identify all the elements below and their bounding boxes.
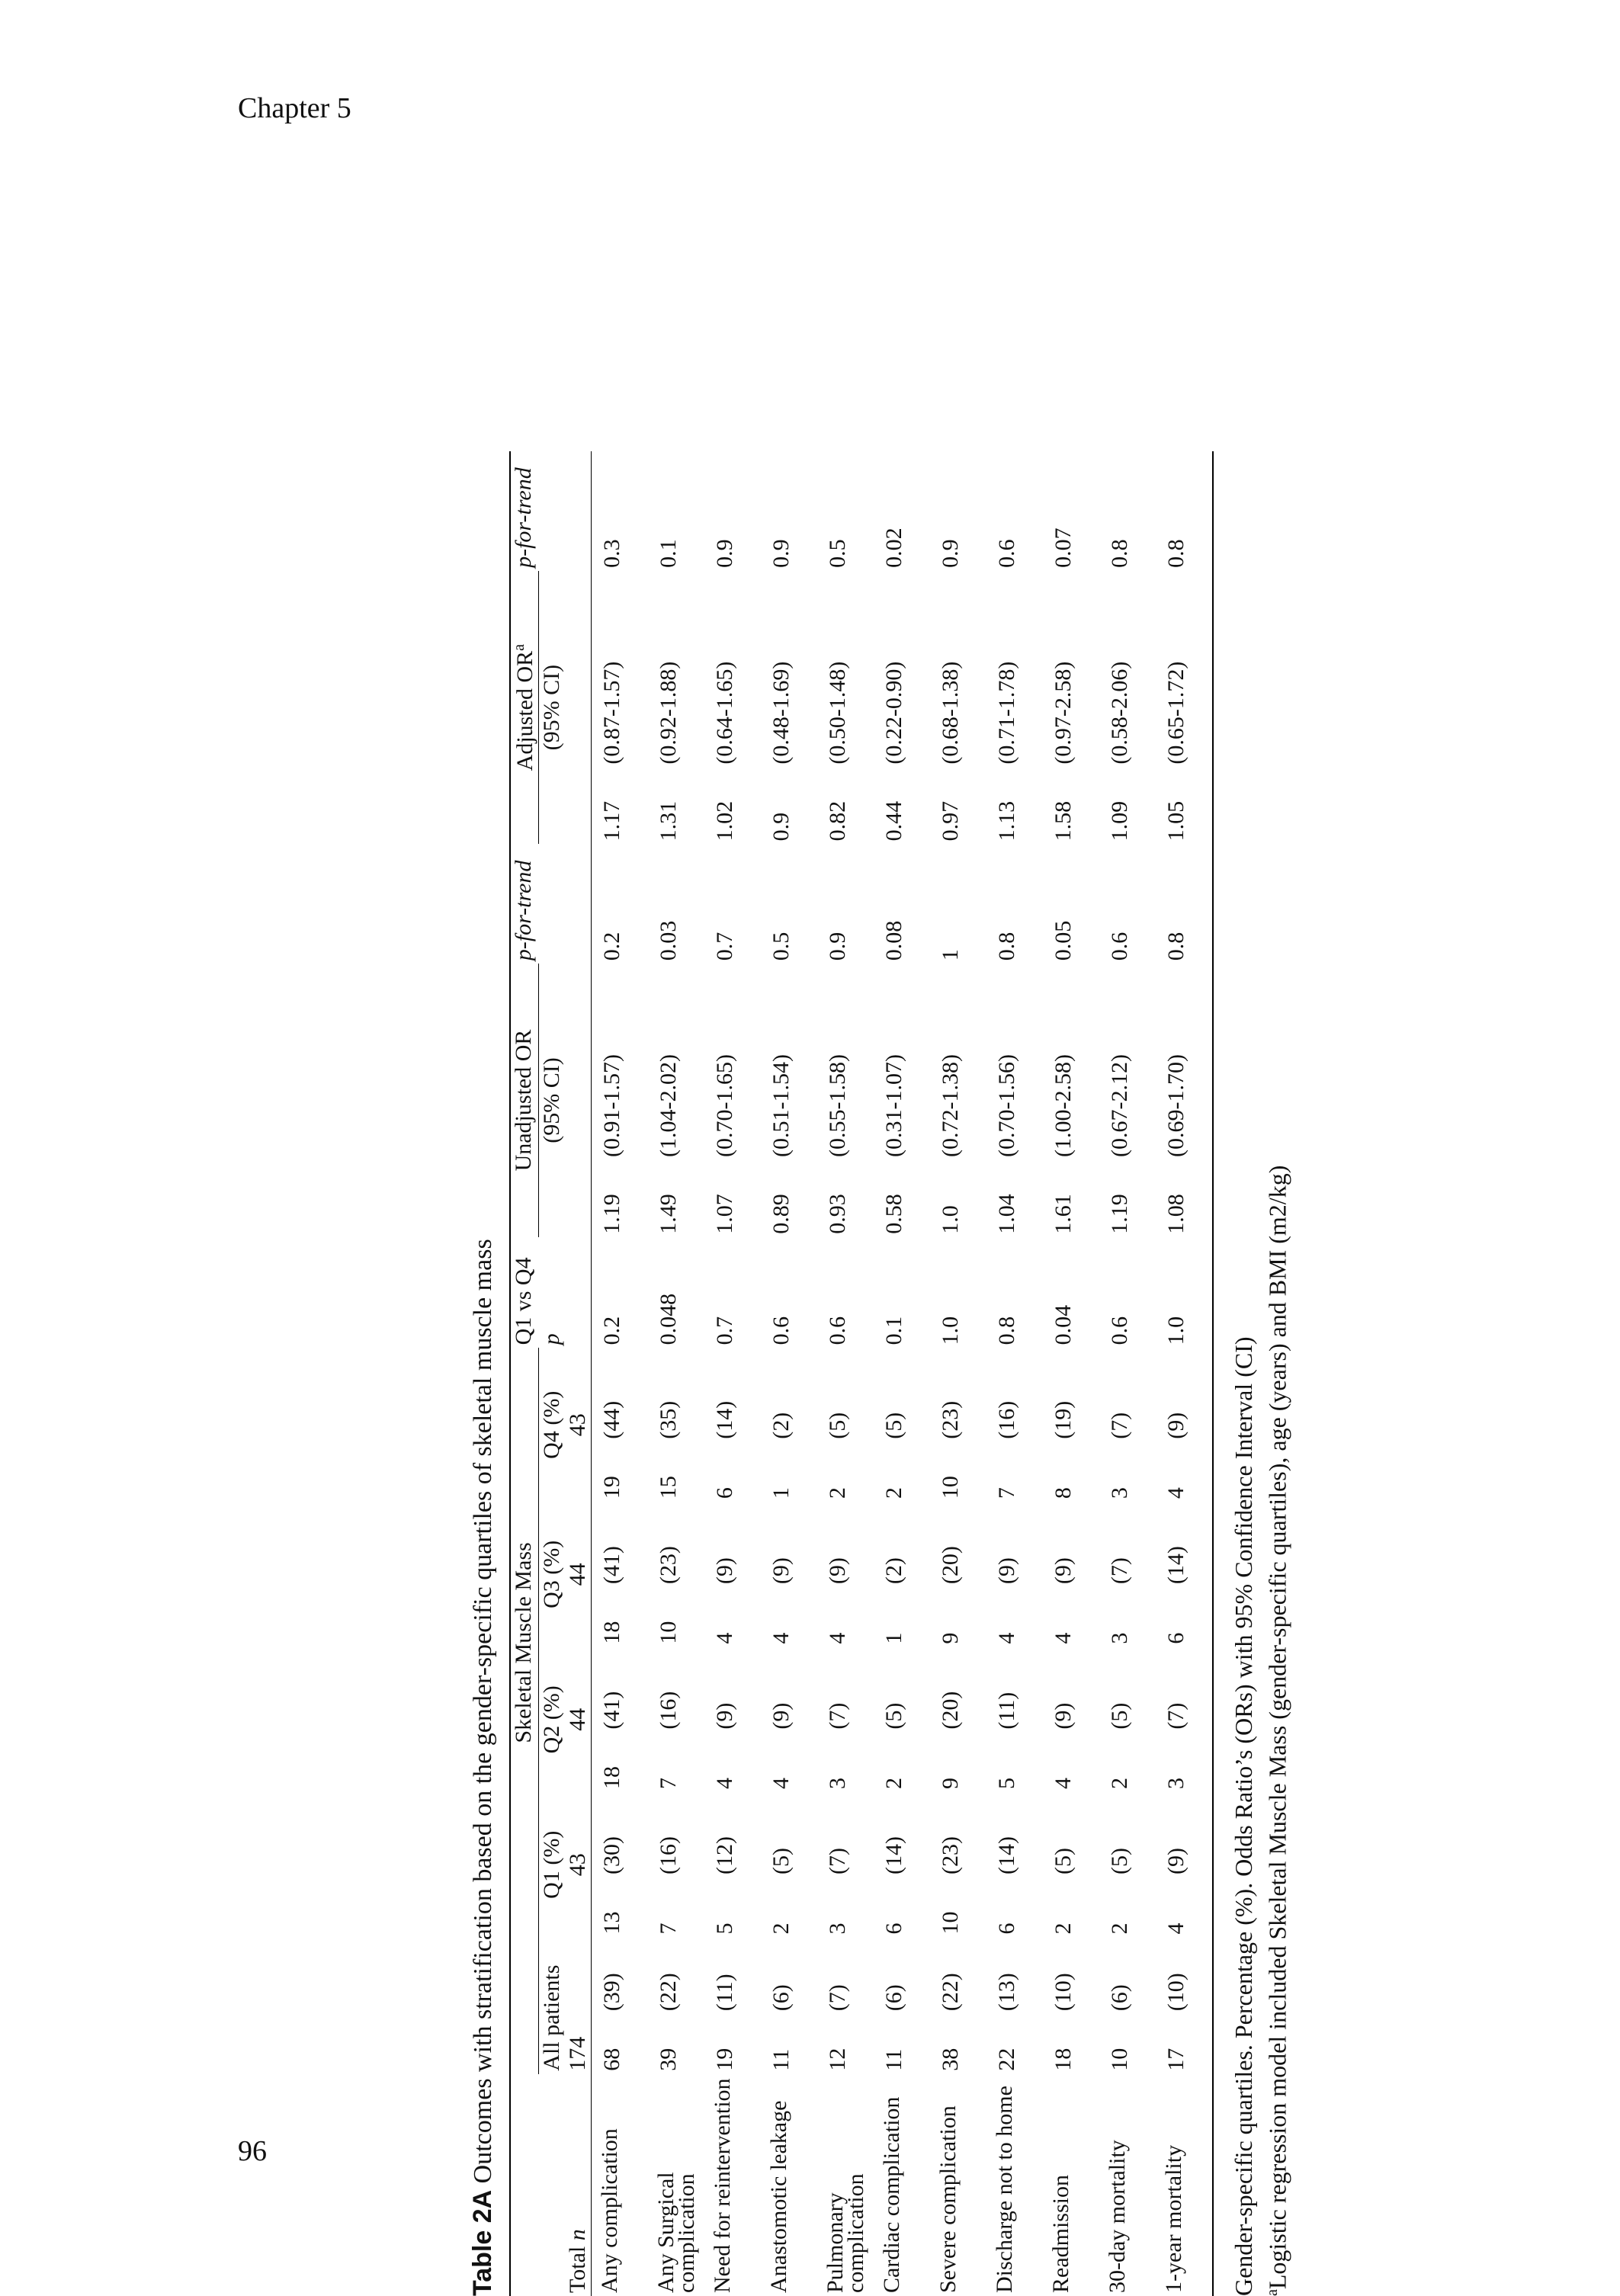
row-label: Discharge not to home (992, 2086, 1017, 2293)
cell: 11 (881, 2048, 906, 2071)
total-all: 174 (565, 1937, 592, 2073)
cell: (22) (938, 1973, 963, 2012)
chapter-heading: Chapter 5 (238, 92, 351, 124)
cell: 10 (1107, 2047, 1132, 2071)
cell: (9) (825, 1557, 850, 1585)
cell: 1.04 (994, 1194, 1019, 1234)
row-label: 30-day mortality (1105, 2140, 1130, 2293)
row-label: Any Surgical complication (653, 2172, 699, 2293)
cell: 0.5 (768, 932, 794, 961)
cell: 1.0 (1156, 1237, 1213, 1348)
table-footnotes (1229, 390, 1292, 2296)
cell: (5) (881, 1702, 906, 1730)
total-q4: 43 (565, 1348, 592, 1502)
cell: (9) (712, 1557, 737, 1585)
table-row (930, 451, 986, 2296)
cell: 1.61 (1051, 1194, 1076, 1234)
cell: 0.5 (825, 539, 850, 568)
cell: 0.9 (768, 812, 794, 842)
cell: (39) (599, 1973, 624, 2012)
table-row (704, 451, 761, 2296)
cell: (5) (1107, 1848, 1132, 1875)
cell: (0.97-2.58) (1051, 661, 1076, 765)
cell: 4 (712, 1632, 737, 1644)
header-row-1 (510, 451, 539, 2296)
cell: (23) (938, 1400, 963, 1439)
total-row (565, 451, 592, 2296)
cell: (0.50-1.48) (825, 661, 850, 765)
col-adjusted-or-sup: a (511, 643, 528, 651)
cell: 0.04 (1051, 1304, 1076, 1345)
cell: (9) (768, 1702, 794, 1730)
cell: (30) (599, 1836, 624, 1875)
cell: 0.9 (938, 539, 963, 568)
col-q2: Q2 (%) (539, 1647, 566, 1792)
cell: 17 (1156, 2014, 1213, 2073)
cell: 4 (768, 1778, 794, 1790)
cell: (11) (712, 1974, 737, 2012)
total-q3: 44 (565, 1502, 592, 1647)
cell: (9) (712, 1702, 737, 1730)
cell: (41) (599, 1546, 624, 1585)
cell: (0.58-2.06) (1107, 661, 1132, 765)
cell: 0.1 (881, 1316, 906, 1345)
cell: 9 (938, 1778, 963, 1790)
cell: (35) (656, 1400, 681, 1439)
table-caption-text: Outcomes with stratification based on the gender-specific quartiles of skeletal muscle mass (469, 1239, 497, 2184)
col-unadjusted-or: Unadjusted OR (511, 1029, 536, 1172)
cell: (0.70-1.56) (994, 1053, 1019, 1157)
cell: (6) (1107, 1984, 1132, 2012)
cell: (0.71-1.78) (994, 661, 1019, 765)
cell: 1.05 (1156, 768, 1213, 845)
cell: (7) (1107, 1412, 1132, 1439)
cell: 0.9 (768, 539, 794, 568)
cell: 0.6 (1107, 932, 1132, 961)
cell: 2 (825, 1487, 850, 1499)
table-label: Table 2A (468, 2189, 497, 2296)
cell: (44) (599, 1400, 624, 1439)
cell: 10 (938, 1476, 963, 1499)
cell: (0.48-1.69) (768, 661, 794, 765)
cell: 0.89 (768, 1194, 794, 1234)
cell: 1.31 (656, 800, 681, 842)
cell: 6 (1156, 1587, 1213, 1647)
cell: 0.8 (994, 932, 1019, 961)
cell: 4 (994, 1632, 1019, 1644)
cell: (16) (656, 1691, 681, 1730)
cell: 38 (938, 2047, 963, 2071)
cell: 0.1 (656, 539, 681, 568)
cell: (7) (1156, 1647, 1213, 1733)
footnote-2-sup: a (1264, 2289, 1281, 2296)
row-label: Cardiac complication (879, 2096, 904, 2293)
cell: (6) (881, 1984, 906, 2012)
col-adjusted-or: Adjusted OR (512, 650, 537, 771)
cell: (14) (994, 1836, 1019, 1875)
cell: (1.04-2.02) (656, 1053, 681, 1157)
cell: 4 (1051, 1778, 1076, 1790)
cell: (2) (881, 1557, 906, 1585)
cell: 68 (599, 2047, 624, 2071)
cell: 0.048 (656, 1293, 681, 1345)
cell: 0.07 (1051, 528, 1076, 568)
cell: 13 (599, 1911, 624, 1935)
row-label: Severe complication (935, 2105, 961, 2293)
cell: 2 (881, 1778, 906, 1790)
footnote-1: Gender-specific quartiles. Percentage (%). Odds Ratio’s (ORs) with 95% Confidence Interval (CI) (1230, 1336, 1257, 2296)
col-all-patients: All patients (539, 1937, 566, 2073)
outcomes-table (509, 451, 1214, 2296)
cell: 1.19 (1107, 1194, 1132, 1234)
cell: (16) (656, 1836, 681, 1875)
cell: 18 (599, 1766, 624, 1790)
cell: (5) (1051, 1848, 1076, 1875)
row-label: Need for reintervention (710, 2078, 735, 2293)
header-row-2 (539, 451, 566, 2296)
cell: 0.7 (712, 932, 737, 961)
cell: 4 (1051, 1632, 1076, 1644)
cell: 2 (881, 1487, 906, 1499)
cell: 22 (994, 2047, 1019, 2071)
row-label: Readmission (1048, 2175, 1073, 2293)
cell: 0.2 (599, 932, 624, 961)
cell: 1.19 (599, 1194, 624, 1234)
cell: (14) (712, 1400, 737, 1439)
total-q2: 44 (565, 1647, 592, 1792)
cell: (1.00-2.58) (1051, 1053, 1076, 1157)
cell: (7) (825, 1984, 850, 2012)
col-ci-2: (95% CI) (539, 571, 566, 845)
cell: 5 (994, 1778, 1019, 1790)
cell: 0.82 (825, 800, 850, 842)
cell: 4 (1156, 1878, 1213, 1937)
cell: 12 (825, 2047, 850, 2071)
cell: 18 (1051, 2047, 1076, 2071)
cell: (20) (938, 1546, 963, 1585)
cell: 1.09 (1107, 800, 1132, 842)
cell: 39 (656, 2047, 681, 2071)
cell: 19 (712, 2047, 737, 2071)
table-row (592, 451, 649, 2296)
cell: (0.68-1.38) (938, 661, 963, 765)
cell: (19) (1051, 1400, 1076, 1439)
cell: 2 (768, 1922, 794, 1935)
cell: 0.05 (1051, 920, 1076, 961)
cell: (9) (1051, 1702, 1076, 1730)
cell: 0.58 (881, 1194, 906, 1234)
cell: (9) (1156, 1348, 1213, 1441)
cell: 0.93 (825, 1194, 850, 1234)
cell: (9) (1156, 1792, 1213, 1878)
cell: 1.0 (938, 1205, 963, 1234)
cell: 8 (1051, 1487, 1076, 1499)
cell: 2 (1051, 1922, 1076, 1935)
cell: (0.55-1.58) (825, 1053, 850, 1157)
table-body (592, 451, 1214, 2296)
cell: 0.6 (825, 1316, 850, 1345)
cell: 2 (1107, 1778, 1132, 1790)
cell: 15 (656, 1476, 681, 1499)
row-label: 1-year mortality (1156, 2074, 1213, 2296)
cell: (12) (712, 1836, 737, 1875)
cell: (0.69-1.70) (1156, 964, 1213, 1160)
table-row (648, 451, 704, 2296)
cell: (5) (881, 1412, 906, 1439)
cell: 0.7 (712, 1316, 737, 1345)
cell: (14) (881, 1836, 906, 1875)
cell: (13) (994, 1973, 1019, 2012)
cell: 5 (712, 1922, 737, 1935)
cell: 1.17 (599, 800, 624, 842)
cell: (9) (768, 1557, 794, 1585)
cell: 0.6 (768, 1316, 794, 1345)
col-p-for-trend: p-for-trend (510, 844, 539, 964)
footnote-2-line (1258, 390, 1292, 2296)
cell: 3 (1107, 1632, 1132, 1644)
cell: 1.08 (1156, 1160, 1213, 1237)
group-header: Skeletal Muscle Mass (511, 1542, 536, 1743)
cell: 0.02 (881, 528, 906, 568)
cell: (23) (938, 1836, 963, 1875)
table-caption (467, 390, 499, 2296)
cell: 1.0 (938, 1316, 963, 1345)
cell: 3 (825, 1778, 850, 1790)
cell: (7) (825, 1702, 850, 1730)
cell: 10 (656, 1621, 681, 1644)
cell: (10) (1156, 1937, 1213, 2014)
cell: (20) (938, 1691, 963, 1730)
cell: 1.02 (712, 800, 737, 842)
cell: 1.13 (994, 800, 1019, 842)
cell: 10 (938, 1911, 963, 1935)
cell: 4 (712, 1778, 737, 1790)
cell: (0.67-2.12) (1107, 1053, 1132, 1157)
cell: (0.64-1.65) (712, 661, 737, 765)
cell: 0.8 (1107, 539, 1132, 568)
cell: 19 (599, 1476, 624, 1499)
cell: 18 (599, 1621, 624, 1644)
col-p: p (538, 1333, 564, 1345)
cell: 0.8 (994, 1316, 1019, 1345)
cell: 9 (938, 1632, 963, 1644)
cell: (16) (994, 1400, 1019, 1439)
col-q1: Q1 (%) (539, 1792, 566, 1937)
cell: 0.3 (599, 539, 624, 568)
cell: 0.9 (712, 539, 737, 568)
cell: 1.58 (1051, 800, 1076, 842)
col-q1vsq4: Q1 vs Q4 (510, 1237, 539, 1348)
total-label: Total (565, 2246, 590, 2293)
cell: (0.70-1.65) (712, 1053, 737, 1157)
cell: (5) (825, 1412, 850, 1439)
total-q1: 43 (565, 1792, 592, 1937)
cell: (9) (994, 1557, 1019, 1585)
cell: (14) (1156, 1502, 1213, 1587)
total-n: n (565, 2229, 590, 2241)
cell: 3 (1156, 1733, 1213, 1792)
cell: (0.65-1.72) (1156, 571, 1213, 768)
cell: 1 (768, 1487, 794, 1499)
col-ci: (95% CI) (539, 964, 566, 1237)
cell: (22) (656, 1973, 681, 2012)
cell: (6) (768, 1984, 794, 2012)
cell: 3 (825, 1922, 850, 1935)
cell: (0.31-1.07) (881, 1053, 906, 1157)
cell: (41) (599, 1691, 624, 1730)
cell: 2 (1107, 1922, 1132, 1935)
cell: 3 (1107, 1487, 1132, 1499)
cell: 7 (994, 1487, 1019, 1499)
table-row (1043, 451, 1099, 2296)
table-row (1156, 451, 1213, 2296)
cell: 0.2 (599, 1316, 624, 1345)
cell: 4 (1156, 1442, 1213, 1502)
cell: 6 (881, 1922, 906, 1935)
col-q3: Q3 (%) (539, 1502, 566, 1647)
table-row (874, 451, 930, 2296)
cell: 7 (656, 1922, 681, 1935)
cell: (23) (656, 1546, 681, 1585)
cell: 0.03 (656, 920, 681, 961)
cell: 11 (768, 2048, 794, 2071)
cell: 0.8 (1156, 451, 1213, 571)
cell: 4 (768, 1632, 794, 1644)
cell: (9) (1051, 1557, 1076, 1585)
cell: (7) (825, 1848, 850, 1875)
cell: (5) (1107, 1702, 1132, 1730)
col-p-for-trend-2: p-for-trend (510, 451, 539, 571)
cell: 6 (994, 1922, 1019, 1935)
cell: 6 (712, 1487, 737, 1499)
cell: 1 (881, 1632, 906, 1644)
cell: (11) (994, 1692, 1019, 1730)
cell: 1.49 (656, 1194, 681, 1234)
cell: 0.97 (938, 800, 963, 842)
cell: (0.72-1.38) (938, 1053, 963, 1157)
cell: 0.9 (825, 932, 850, 961)
cell: (7) (1107, 1557, 1132, 1585)
cell: (0.92-1.88) (656, 661, 681, 765)
cell: 4 (825, 1632, 850, 1644)
col-q4: Q4 (%) (539, 1348, 566, 1502)
cell: 0.08 (881, 920, 906, 961)
row-label: Anastomotic leakage (766, 2100, 791, 2293)
row-label: Any complication (597, 2128, 622, 2293)
cell: (0.22-0.90) (881, 661, 906, 765)
page-number: 96 (238, 2135, 267, 2167)
table-row (986, 451, 1043, 2296)
cell: 1.07 (712, 1194, 737, 1234)
table-row (1099, 451, 1156, 2296)
cell: 0.44 (881, 800, 906, 842)
cell: (5) (768, 1848, 794, 1875)
row-label: Pulmonary complication (823, 2173, 868, 2293)
rotated-table-block (467, 390, 1306, 2296)
table-row (817, 451, 874, 2296)
cell: 0.8 (1156, 844, 1213, 964)
cell: 0.6 (994, 539, 1019, 568)
cell: (10) (1051, 1973, 1076, 2012)
cell: 7 (656, 1778, 681, 1790)
table-row (761, 451, 817, 2296)
cell: 1 (938, 949, 963, 961)
cell: (2) (768, 1412, 794, 1439)
footnote-2: Logistic regression model included Skeletal Muscle Mass (gender-specific quartiles), age (years) and BMI (m2/kg) (1263, 1165, 1291, 2290)
cell: (0.91-1.57) (599, 1053, 624, 1157)
cell: 0.6 (1107, 1316, 1132, 1345)
cell: (0.87-1.57) (599, 661, 624, 765)
cell: (0.51-1.54) (768, 1053, 794, 1157)
